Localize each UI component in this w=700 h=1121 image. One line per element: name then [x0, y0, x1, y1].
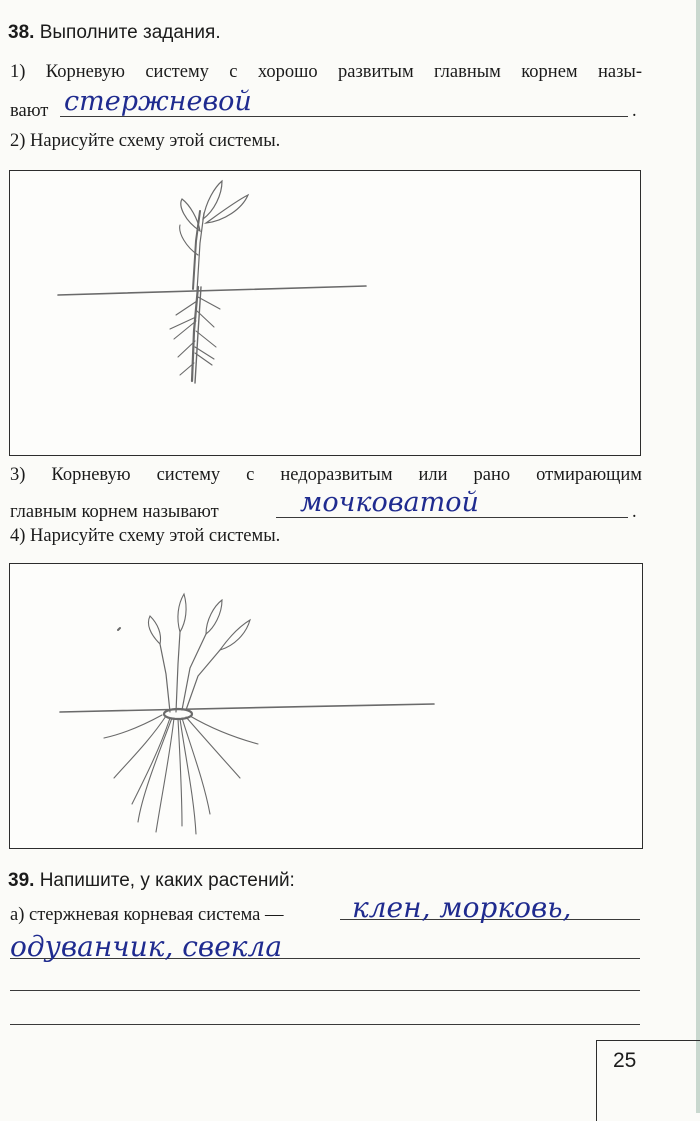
- question-3-line-1: 3) Корневую систему с недоразвитым или рано отмирающим: [10, 465, 642, 485]
- task-38-title: Выполните задания.: [39, 22, 221, 43]
- task-39-heading: [8, 870, 295, 892]
- answer-1-period: .: [632, 101, 637, 121]
- fibrous-root-sketch: [10, 564, 642, 848]
- task-39-number: 39.: [8, 870, 35, 891]
- question-1-line-2: вают: [10, 101, 49, 121]
- question-a: а) стержневая корневая система —: [10, 905, 284, 925]
- page-number-frame: [596, 1040, 700, 1121]
- answer-line-a-3: [10, 990, 640, 991]
- task-39-title: Напишите, у каких растений:: [39, 870, 295, 891]
- answer-a-handwriting-1: клен, морковь,: [352, 891, 572, 924]
- answer-a-handwriting-2: одуванчик, свекла: [10, 930, 283, 963]
- task-38-heading: [8, 22, 221, 44]
- answer-line-a-4: [10, 1024, 640, 1025]
- drawing-box-taproot: [9, 170, 641, 456]
- taproot-sketch: [10, 171, 640, 455]
- answer-1-handwriting: стержневой: [64, 86, 252, 117]
- question-4: 4) Нарисуйте схему этой системы.: [10, 526, 281, 546]
- question-2: 2) Нарисуйте схему этой системы.: [10, 131, 281, 151]
- question-3-line-2: главным корнем называют: [10, 502, 219, 522]
- question-1-line-1: 1) Корневую систему с хорошо развитым главным корнем назы-: [10, 62, 642, 82]
- page-number: 25: [613, 1049, 637, 1072]
- drawing-box-fibrous: [9, 563, 643, 849]
- answer-3-handwriting: мочковатой: [300, 487, 479, 518]
- answer-3-period: .: [632, 502, 637, 522]
- page-edge: [696, 0, 700, 1113]
- task-38-number: 38.: [8, 22, 35, 43]
